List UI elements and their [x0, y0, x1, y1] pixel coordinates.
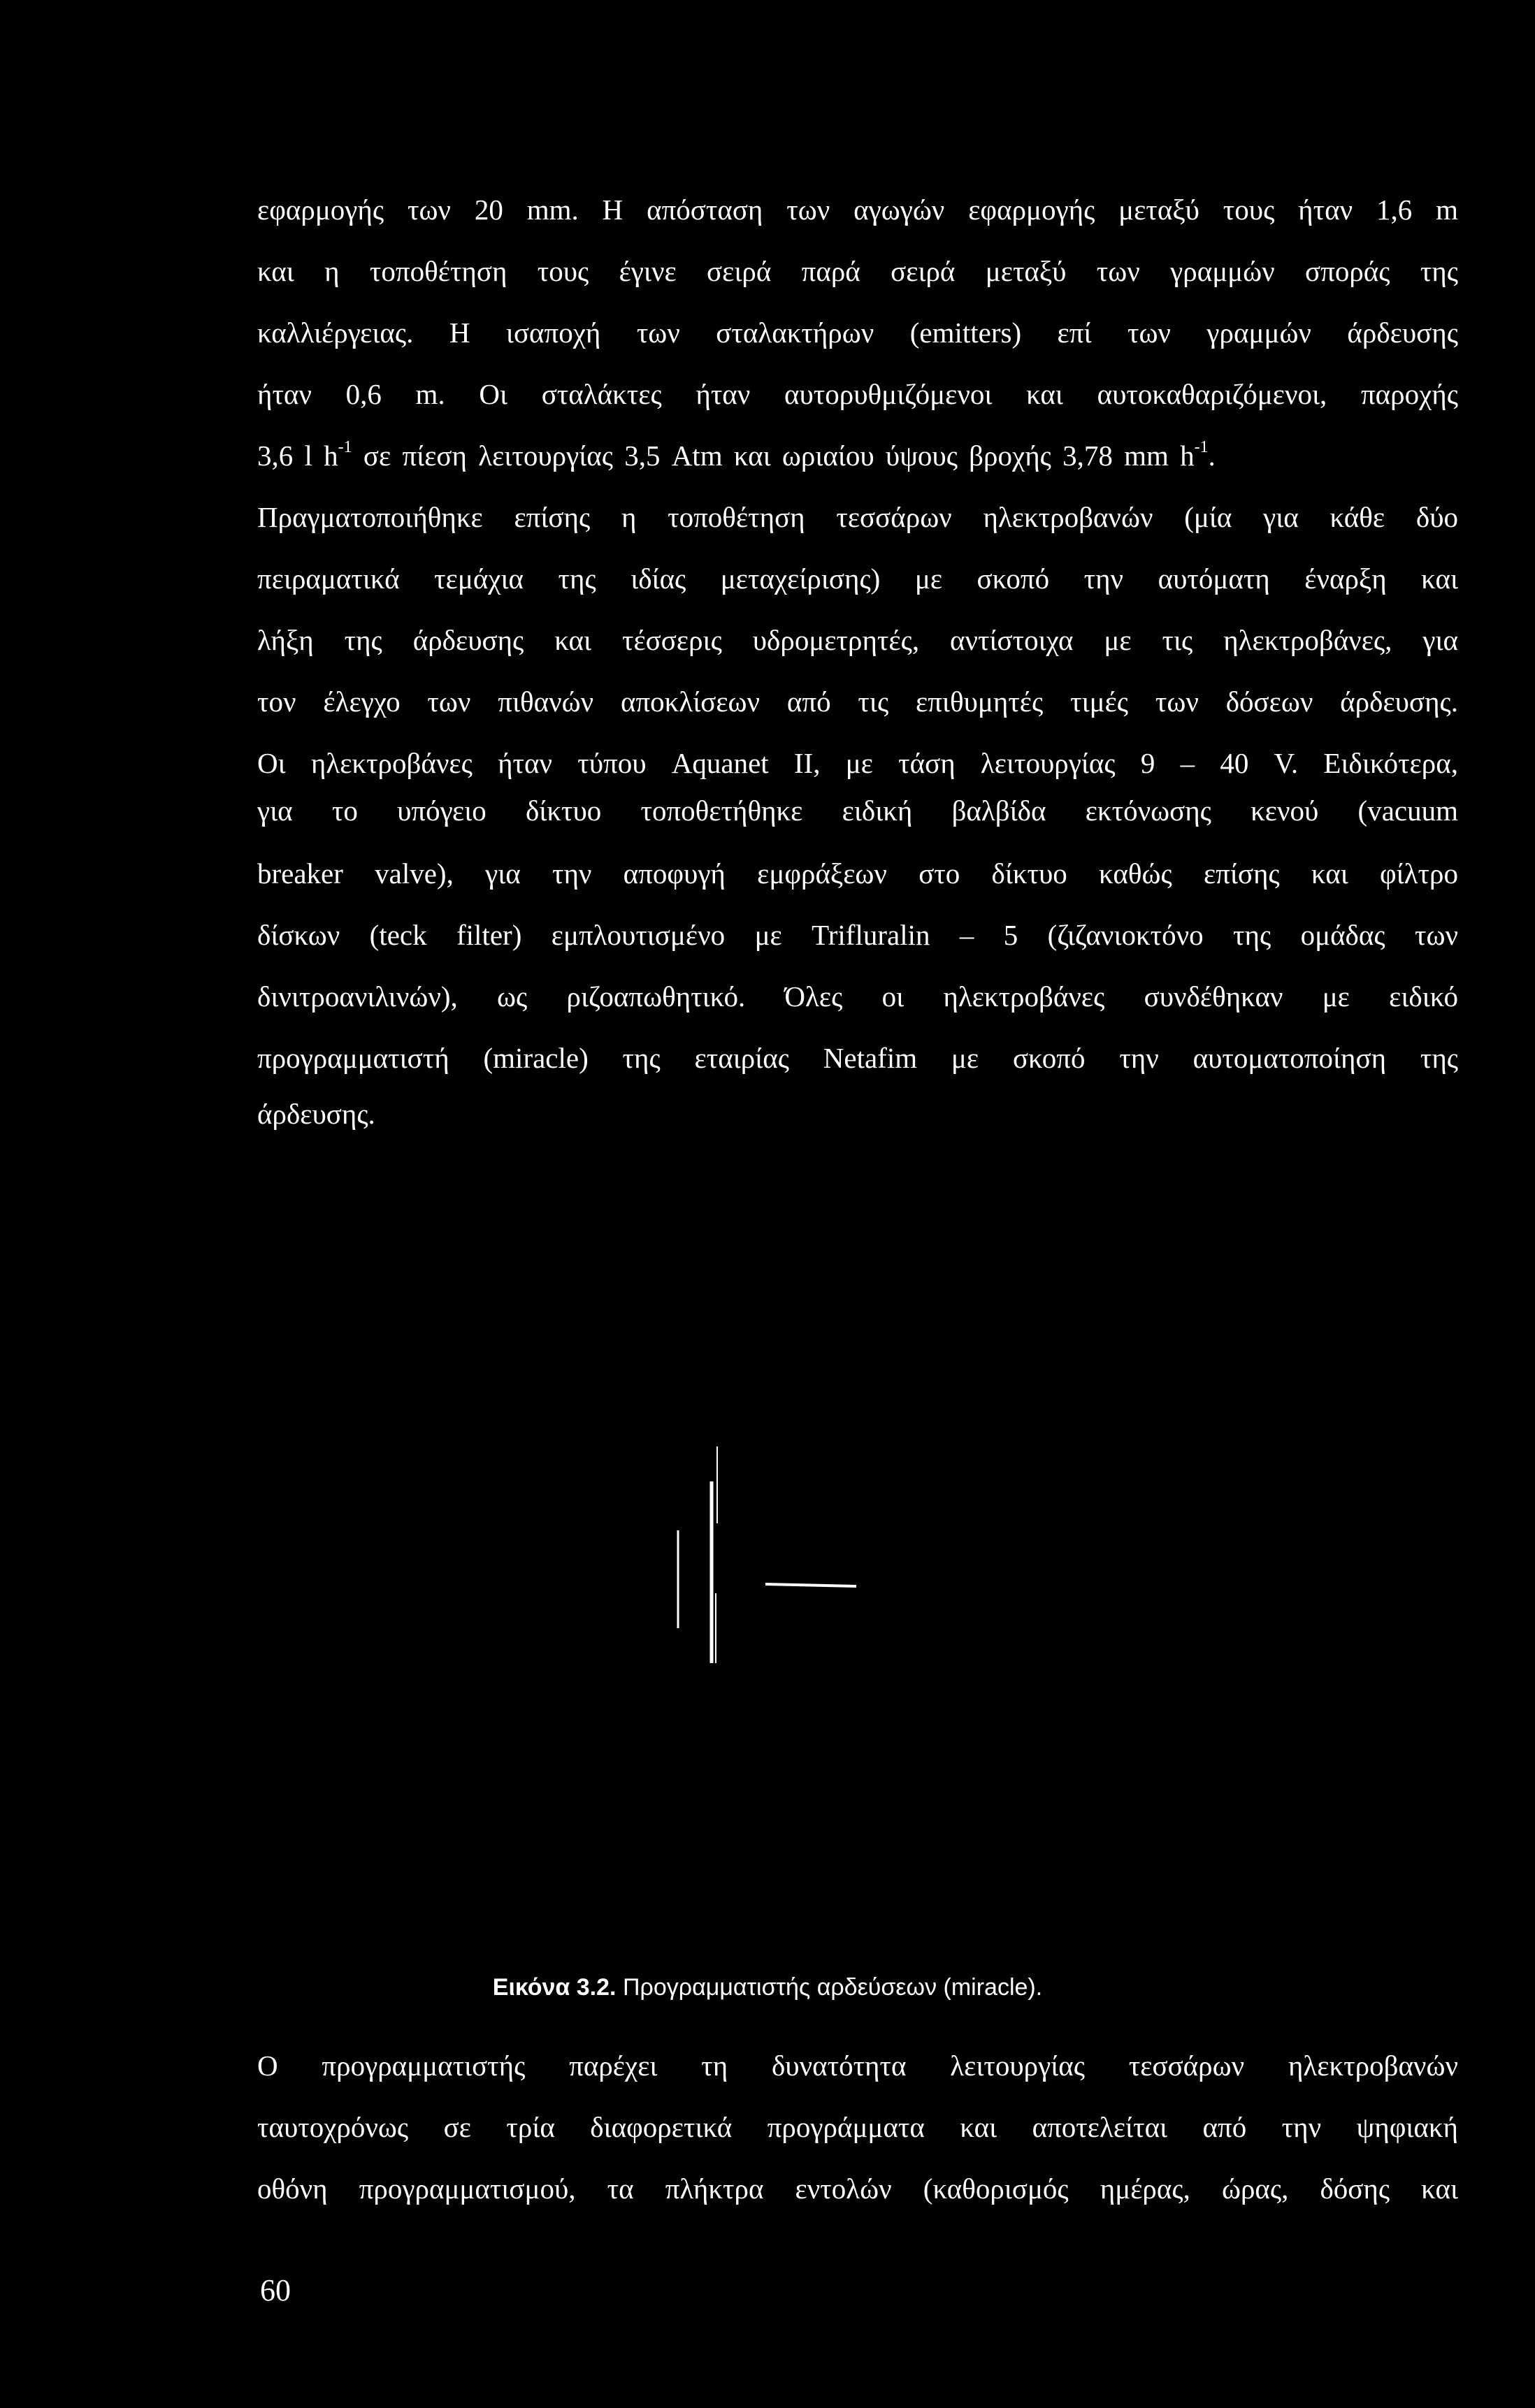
- body-text-line: λήξη της άρδευσης και τέσσερις υδρομετρητές, αντίστοιχα με τις ηλεκτροβάνες, για: [257, 624, 1458, 656]
- body-text-line: Οι ηλεκτροβάνες ήταν τύπου Aquanet II, με τάση λειτουργίας 9 – 40 V. Ειδικότερα,: [257, 747, 1458, 779]
- text-segment: 3,6 l h: [257, 440, 338, 472]
- text-segment: σε πίεση λειτουργίας 3,5 Atm και ωριαίου ύψους βροχής 3,78 mm h: [352, 440, 1195, 472]
- text-segment: .: [1208, 440, 1216, 472]
- body-text-line: οθόνη προγραμματισμού, τα πλήκτρα εντολών (καθορισμός ημέρας, ώρας, δόσης και: [257, 2173, 1458, 2205]
- body-text-line: δίσκων (teck filter) εμπλουτισμένο με Trifluralin – 5 (ζιζανιοκτόνο της ομάδας των: [257, 919, 1458, 951]
- caption-label: Εικόνα 3.2.: [492, 1974, 617, 2001]
- figure-image: [629, 1433, 895, 1684]
- body-text-line: τον έλεγχο των πιθανών αποκλίσεων από τις επιθυμητές τιμές των δόσεων άρδευσης.: [257, 686, 1458, 718]
- body-text-line: καλλιέργειας. Η ισαποχή των σταλακτήρων (emitters) επί των γραμμών άρδευσης: [257, 317, 1458, 349]
- body-text-line: προγραμματιστή (miracle) της εταιρίας Netafim με σκοπό την αυτοματοποίηση της: [257, 1042, 1458, 1074]
- body-text-line: [257, 436, 1458, 475]
- body-text-line: ταυτοχρόνως σε τρία διαφορετικά προγράμματα και αποτελείται από την ψηφιακή: [257, 2111, 1458, 2143]
- body-text-line: εφαρμογής των 20 mm. Η απόσταση των αγωγών εφαρμογής μεταξύ τους ήταν 1,6 m: [257, 194, 1458, 226]
- body-text-line: και η τοποθέτηση τους έγινε σειρά παρά σειρά μεταξύ των γραμμών σποράς της: [257, 255, 1458, 287]
- body-text-line: ήταν 0,6 m. Οι σταλάκτες ήταν αυτορυθμιζόμενοι και αυτοκαθαριζόμενοι, παροχής: [257, 378, 1458, 410]
- page-number: 60: [260, 2273, 291, 2307]
- body-text-line: δινιτροανιλινών), ως ριζοαπωθητικό. Όλες οι ηλεκτροβάνες συνδέθηκαν με ειδικό: [257, 980, 1458, 1013]
- superscript: -1: [338, 438, 352, 457]
- body-text-line: Πραγματοποιήθηκε επίσης η τοποθέτηση τεσσάρων ηλεκτροβανών (μία για κάθε δύο: [257, 501, 1458, 533]
- body-text-line: για το υπόγειο δίκτυο τοποθετήθηκε ειδική βαλβίδα εκτόνωσης κενού (vacuum: [257, 795, 1458, 827]
- figure-caption: [0, 1971, 1535, 2004]
- body-text-line: άρδευσης.: [257, 1098, 375, 1130]
- body-text-line: Ο προγραμματιστής παρέχει τη δυνατότητα λειτουργίας τεσσάρων ηλεκτροβανών: [257, 2050, 1458, 2082]
- superscript: -1: [1194, 438, 1209, 457]
- figure-fragment: [629, 1433, 895, 1684]
- body-text-line: breaker valve), για την αποφυγή εμφράξεων στο δίκτυο καθώς επίσης και φίλτρο: [257, 857, 1458, 890]
- caption-text: Προγραμματιστής αρδεύσεων (miracle).: [616, 1974, 1043, 2001]
- body-text-line: πειραματικά τεμάχια της ιδίας μεταχείρισης) με σκοπό την αυτόματη έναρξη και: [257, 563, 1458, 595]
